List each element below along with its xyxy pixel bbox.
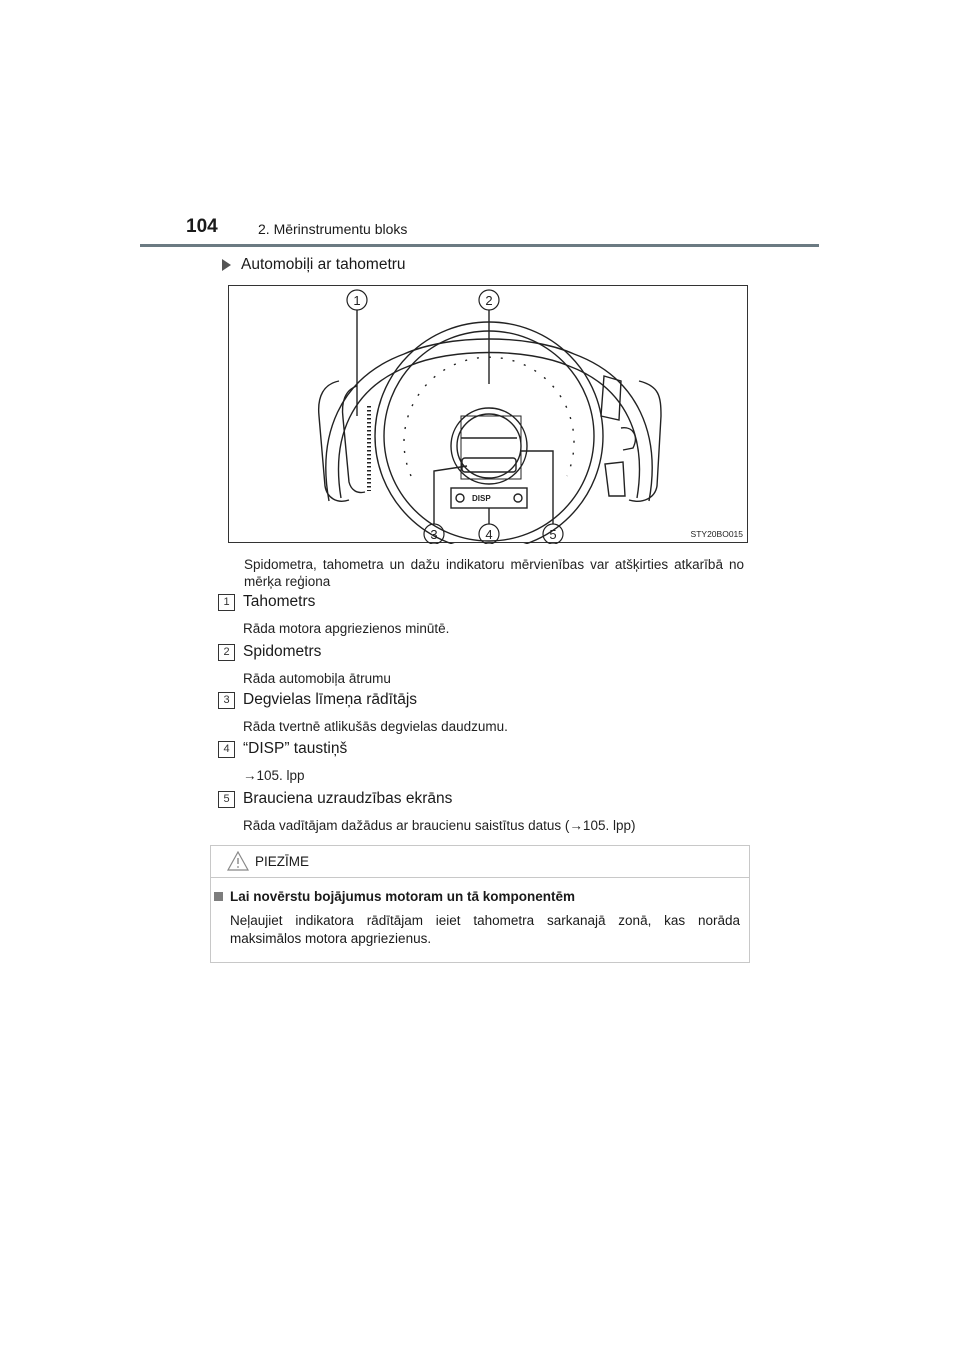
callout-2: 2 (485, 293, 493, 308)
item-number: 1 (218, 594, 235, 611)
item-title: Degvielas līmeņa rādītājs (243, 691, 418, 708)
item-description[interactable]: →105. lpp (243, 768, 305, 783)
item-title: Tahometrs (243, 593, 316, 610)
item-number: 5 (218, 791, 235, 808)
callout-1: 1 (353, 293, 361, 308)
page-number: 104 (186, 216, 218, 237)
callout-3: 3 (430, 527, 438, 542)
item-title: Brauciena uzraudzības ekrāns (243, 790, 453, 807)
item-title: “DISP” taustiņš (243, 740, 348, 757)
instrument-cluster-figure (228, 285, 748, 543)
header-rule (140, 244, 819, 247)
notice-subheading-text: Lai novērstu bojājumus motoram un tā komponentēm (230, 889, 576, 904)
notice-header (211, 846, 749, 878)
triangle-bullet-icon (222, 259, 231, 271)
item-number: 3 (218, 692, 235, 709)
item-number: 4 (218, 741, 235, 758)
section-title: 2. Mērinstrumentu bloks (258, 221, 408, 237)
item-description: Rāda vadītājam dažādus ar braucienu saistītus datus (→105. lpp) (243, 818, 636, 833)
sub-heading-text: Automobiļi ar tahometru (241, 256, 406, 273)
square-bullet-icon (214, 892, 223, 901)
item-title: Spidometrs (243, 643, 322, 660)
notice-body: Neļaujiet indikatora rādītājam ieiet tahometra sarkanajā zonā, kas norāda maksimālos motora apgriezienus. (230, 913, 740, 946)
figure-note: Spidometra, tahometra un dažu indikatoru mērvienības var atšķirties atkarībā no mērķa reģiona (244, 557, 744, 589)
instrument-cluster-illustration (229, 286, 749, 544)
notice-subheading (214, 889, 575, 904)
item-number: 2 (218, 644, 235, 661)
callout-5: 5 (549, 527, 557, 542)
sub-heading (222, 256, 406, 274)
notice-title: PIEZĪME (255, 854, 310, 869)
item-description: Rāda tvertnē atlikušās degvielas daudzumu. (243, 719, 508, 734)
disp-button-label: DISP (472, 494, 491, 503)
figure-code: STY20BO015 (690, 529, 743, 539)
warning-triangle-icon (227, 851, 249, 871)
notice-box (210, 845, 750, 963)
item-description: Rāda motora apgriezienos minūtē. (243, 621, 450, 636)
callout-4: 4 (485, 527, 493, 542)
item-description: Rāda automobiļa ātrumu (243, 671, 391, 686)
